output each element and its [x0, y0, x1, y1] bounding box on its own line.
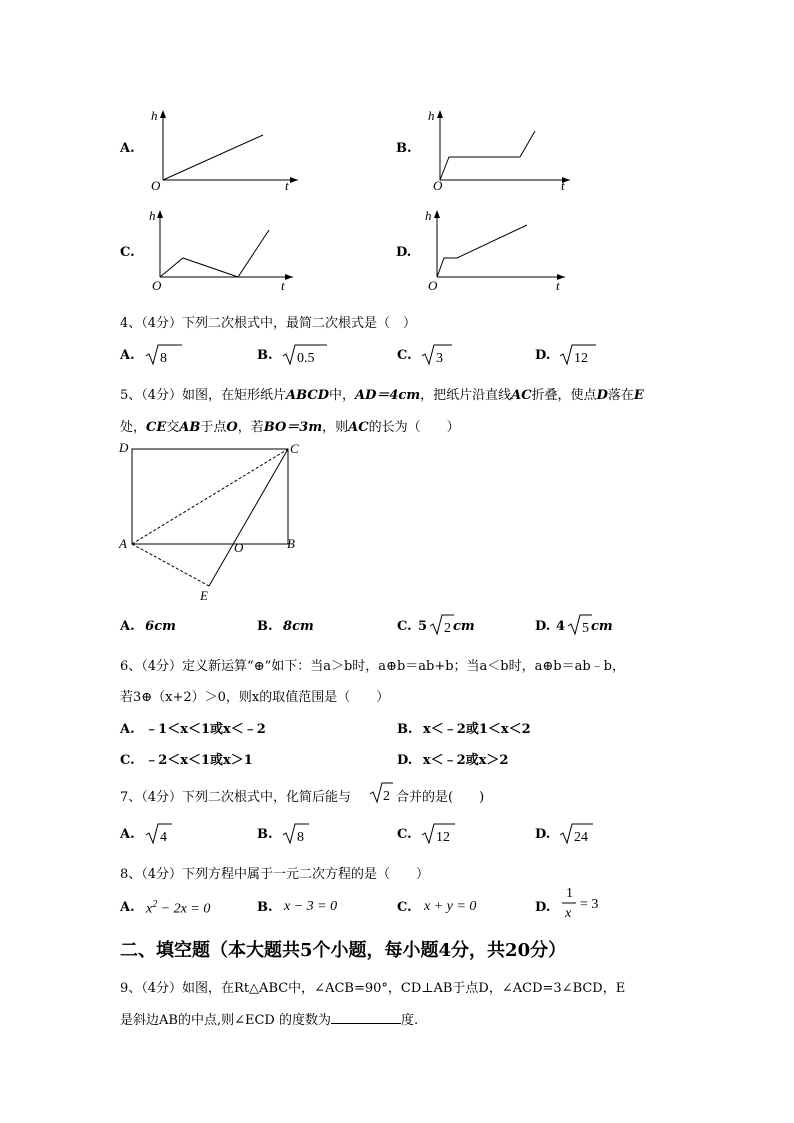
- q5-text: 于点: [200, 420, 227, 435]
- q7-option-c-radical: [420, 821, 460, 847]
- q7-option-c-label: C.: [397, 827, 412, 842]
- q8-option-d-fraction: [558, 883, 608, 923]
- q5-ce: CE: [146, 420, 167, 435]
- option-text: ﹣2＜x＜1或x＞1: [145, 753, 253, 768]
- option-label: A.: [120, 722, 135, 737]
- q5-text: 折叠，使点: [531, 388, 597, 403]
- q5-ab: AB: [179, 420, 201, 435]
- equation-rest: − 2x = 0: [157, 901, 211, 917]
- q5-text: 处，: [120, 420, 147, 435]
- q4-option-d-radical: [558, 342, 598, 368]
- radicand: 8: [297, 830, 304, 845]
- q5-abcd: ABCD: [286, 388, 329, 403]
- t-label: t: [556, 278, 560, 293]
- q5-text: 的长为（ ）: [368, 420, 460, 435]
- q7-stem-post: 合并的是( ): [396, 790, 485, 805]
- h-label: h: [151, 108, 158, 123]
- option-text: x＜﹣2或x＞2: [422, 753, 509, 768]
- option-label: B.: [257, 619, 273, 634]
- vertex-d: D: [119, 440, 129, 455]
- q4-option-d-label: D.: [535, 348, 551, 363]
- q5-option-d-coef: 4: [556, 619, 566, 634]
- graph-line: [440, 131, 535, 180]
- vertex-c: C: [290, 441, 299, 456]
- radicand: 3: [436, 351, 443, 366]
- t-axis-arrow: [285, 274, 293, 280]
- h-label: h: [425, 208, 432, 223]
- q5-d: D: [596, 388, 608, 403]
- q8-option-b-equation: x − 3 = 0: [284, 899, 338, 914]
- q3-graph-d: [425, 208, 575, 293]
- q7-stem-radical: [368, 780, 394, 806]
- q5-bo: BO: [263, 420, 287, 435]
- segment-ae: [132, 544, 209, 586]
- q7-option-d-label: D.: [535, 827, 551, 842]
- q3-option-b-label: B.: [396, 141, 412, 156]
- radicand: 24: [574, 830, 588, 845]
- radicand: 0.5: [297, 351, 315, 366]
- q9-stem-line2: [120, 1009, 418, 1028]
- q5-option-d-unit: cm: [591, 619, 613, 634]
- t-axis-arrow: [290, 177, 298, 183]
- radicand: 12: [436, 830, 450, 845]
- t-label: t: [561, 178, 565, 193]
- diagonal-ac: [132, 449, 288, 544]
- h-label: h: [149, 208, 156, 223]
- denominator: x: [565, 906, 572, 921]
- equation-exponent: 2: [152, 899, 158, 910]
- vertex-a: A: [119, 536, 127, 551]
- q7-option-a-label: A.: [120, 827, 135, 842]
- q6-option-c: [120, 749, 253, 768]
- answer-blank[interactable]: [331, 1011, 401, 1024]
- q8-option-a-equation: [146, 899, 210, 918]
- radicand: 5: [582, 621, 589, 636]
- q5-option-a: [120, 619, 176, 634]
- q5-text: 落在: [607, 388, 634, 403]
- q3-graph-b: [425, 108, 575, 193]
- h-axis-arrow: [434, 210, 440, 218]
- t-label: t: [281, 278, 285, 293]
- segment-ce: [209, 449, 288, 586]
- origin-label: O: [152, 278, 162, 293]
- q9-text: 度.: [400, 1013, 419, 1028]
- h-axis-arrow: [160, 110, 166, 118]
- q6-stem-line2: 若3⊕（x+2）＞0，则x的取值范围是（ ）: [120, 690, 390, 705]
- q7-stem-pre: 7、（4分）下列二次根式中，化简后能与: [120, 790, 352, 805]
- q5-stem-line1: [120, 384, 644, 403]
- option-text: ﹣1＜x＜1或x＜﹣2: [145, 722, 266, 737]
- t-label: t: [285, 178, 289, 193]
- point-e: E: [200, 588, 208, 603]
- right-hand-side: = 3: [580, 897, 599, 912]
- graph-line: [437, 225, 527, 277]
- q6-option-a: [120, 718, 266, 737]
- section-title: 二、填空题（本大题共5个小题，每小题4分，共20分）: [120, 940, 567, 961]
- q5-e: E: [633, 388, 644, 403]
- q5-text: 中，: [328, 388, 355, 403]
- radicand: 2: [383, 789, 390, 804]
- q5-text: ，则: [322, 420, 349, 435]
- option-text: 8cm: [283, 619, 314, 634]
- q5-ad: AD: [355, 388, 377, 403]
- q5-ac2: AC: [348, 420, 369, 435]
- origin-label: O: [151, 178, 161, 193]
- q8-option-c-equation: x + y = 0: [424, 899, 477, 914]
- q5-text: 5、（4分）如图，在矩形纸片: [120, 388, 287, 403]
- q5-rectangle-figure: [116, 438, 316, 606]
- radicand: 2: [444, 621, 451, 636]
- q5-option-d-radical: [566, 612, 594, 638]
- radicand: 8: [160, 351, 167, 366]
- equation-base: x: [146, 901, 153, 917]
- q8-option-c-label: C.: [397, 900, 412, 915]
- h-axis-arrow: [437, 110, 443, 118]
- numerator: 1: [566, 886, 573, 901]
- h-label: h: [428, 108, 435, 123]
- option-label: D.: [397, 753, 413, 768]
- q5-ac: AC: [511, 388, 532, 403]
- q6-stem-line1: 6、（4分）定义新运算“⊕”如下：当a＞b时，a⊕b＝ab+b；当a＜b时，a⊕b＝ab﹣b，: [120, 659, 625, 674]
- q3-option-d-label: D.: [396, 245, 412, 260]
- q3-graph-c: [148, 208, 298, 293]
- option-text: 6cm: [145, 619, 176, 634]
- origin-label: O: [428, 278, 438, 293]
- q7-option-b-label: B.: [257, 827, 273, 842]
- q5-o: O: [226, 420, 238, 435]
- q9-stem-line1: 9、（4分）如图，在Rt△ABC中，∠ACB=90°，CD⊥AB于点D，∠ACD=3∠BCD，E: [120, 981, 626, 996]
- origin-label: O: [433, 178, 443, 193]
- q8-option-a-label: A.: [120, 900, 135, 915]
- q6-option-b: [397, 718, 531, 737]
- q5-text: ，把纸片沿直线: [420, 388, 512, 403]
- option-label: C.: [120, 753, 135, 768]
- option-label: A.: [120, 619, 135, 634]
- q5-option-c-coef: 5: [418, 619, 428, 634]
- q4-option-c-radical: [420, 342, 460, 368]
- radical-sign: [146, 824, 172, 843]
- option-text: x＜﹣2或1＜x＜2: [423, 722, 531, 737]
- q5-text: ，若: [237, 420, 264, 435]
- graph-line: [163, 135, 263, 180]
- radical-sign: [283, 824, 309, 843]
- q8-option-b-label: B.: [257, 900, 273, 915]
- q7-option-b-radical: [281, 821, 321, 847]
- radicand: 12: [574, 351, 588, 366]
- q5-bo-value: ＝3m: [286, 420, 323, 435]
- q9-text: 是斜边AB的中点,则∠ECD 的度数为: [120, 1013, 331, 1028]
- radicand: 4: [160, 830, 167, 845]
- q5-ad-value: ＝4cm: [376, 388, 421, 403]
- q6-option-d: [397, 749, 508, 768]
- q5-option-d-label: D.: [535, 619, 551, 634]
- q5-stem-line2: [120, 416, 460, 435]
- q4-option-b-label: B.: [257, 348, 273, 363]
- point-o: O: [234, 540, 244, 555]
- h-axis-arrow: [157, 210, 163, 218]
- q3-option-c-label: C.: [120, 245, 135, 260]
- q4-option-c-label: C.: [397, 348, 412, 363]
- q5-option-c-radical: [428, 612, 456, 638]
- q7-option-a-radical: [144, 821, 184, 847]
- q4-option-a-label: A.: [120, 348, 135, 363]
- q5-option-c-unit: cm: [453, 619, 475, 634]
- q5-text: 交: [166, 420, 180, 435]
- q3-option-a-label: A.: [120, 141, 135, 156]
- graph-line: [160, 230, 269, 277]
- q5-option-b: [257, 619, 314, 634]
- q7-option-d-radical: [558, 821, 598, 847]
- option-label: B.: [397, 722, 413, 737]
- q3-graph-a: [148, 108, 298, 193]
- q8-option-d-label: D.: [535, 900, 551, 915]
- q8-stem: 8、（4分）下列方程中属于一元二次方程的是（ ）: [120, 867, 430, 882]
- q4-option-a-radical: [144, 342, 184, 368]
- q4-option-b-radical: [281, 342, 329, 368]
- q5-option-c-label: C.: [397, 619, 412, 634]
- vertex-b: B: [287, 536, 295, 551]
- q4-stem: 4、（4分）下列二次根式中，最简二次根式是（ ）: [120, 316, 417, 331]
